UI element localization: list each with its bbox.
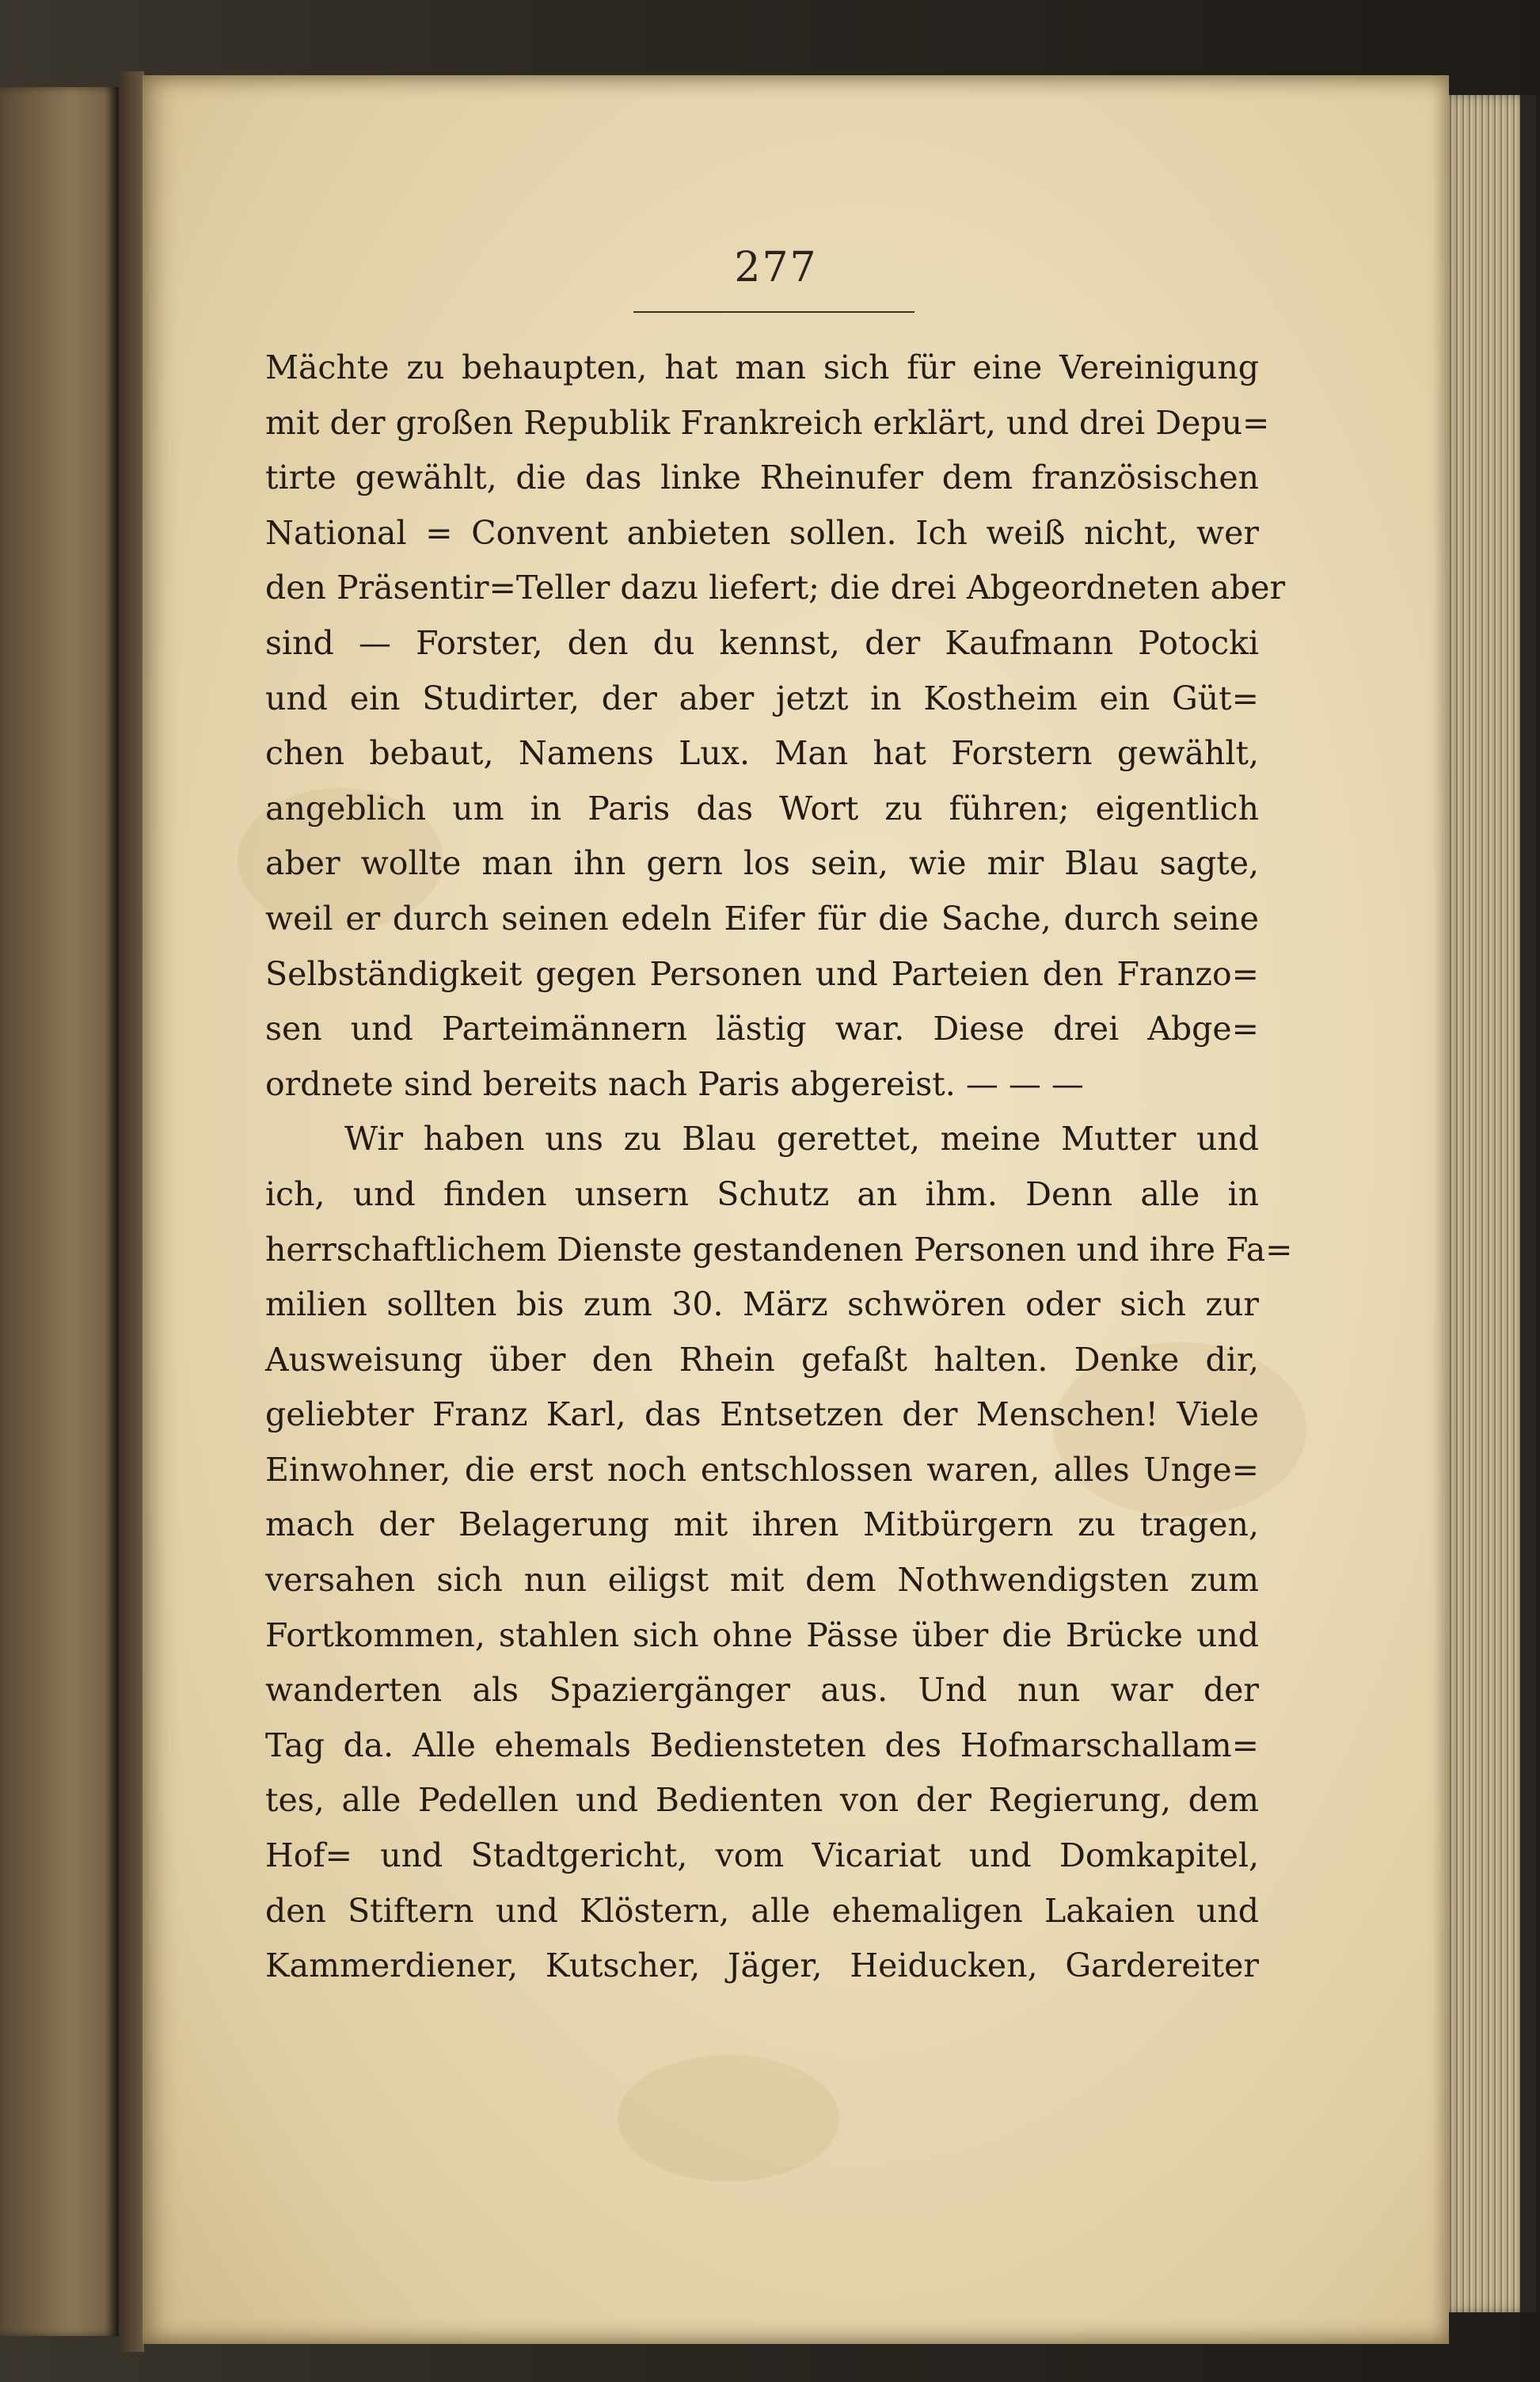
text-line: Fortkommen, stahlen sich ohne Pässe über die Brücke und [265,1615,1259,1654]
text-line: aber wollte man ihn gern los sein, wie mir Blau sagte, [265,844,1259,883]
body-text [265,341,1293,1994]
page-number: 277 [734,244,818,291]
text-line: den Präsentir=Teller dazu liefert; die drei Abgeordneten aber [265,569,1286,607]
text-line: den Stiftern und Klöstern, alle ehemaligen Lakaien und [265,1891,1259,1930]
text-line: geliebter Franz Karl, das Entsetzen der Menschen! Viele [265,1395,1259,1434]
text-line: sen und Parteimännern lästig war. Diese drei Abge= [265,1010,1259,1048]
text-line: und ein Studirter, der aber jetzt in Kostheim ein Güt= [265,679,1259,717]
text-line: ich, und finden unsern Schutz an ihm. Denn alle in [265,1174,1259,1213]
text-line: versahen sich nun eiligst mit dem Nothwendigsten zum [265,1561,1259,1600]
paragraph-end-line: ordnete sind bereits nach Paris abgereist. — — — [265,1064,1084,1103]
facing-page-edge [0,87,119,2336]
paragraph-start-line: Wir haben uns zu Blau gerettet, meine Mutter und [344,1120,1259,1159]
text-line: Selbständigkeit gegen Personen und Parteien den Franzo= [265,954,1259,993]
text-line: chen bebaut, Namens Lux. Man hat Forstern gewählt, [265,734,1259,773]
text-line: Mächte zu behaupten, hat man sich für eine Vereinigung [265,348,1259,386]
header-rule [633,311,914,313]
text-line: Kammerdiener, Kutscher, Jäger, Heiducken, Gardereiter [265,1946,1259,1985]
text-line: milien sollten bis zum 30. März schwören oder sich zur [265,1285,1259,1324]
text-line: weil er durch seinen edeln Eifer für die Sache, durch seine [265,899,1259,938]
text-line: Tag da. Alle ehemals Bediensteten des Hofmarschallam= [265,1726,1259,1764]
text-line: tirte gewählt, die das linke Rheinufer dem französischen [265,459,1259,497]
paper-stain [618,2055,839,2182]
text-line: angeblich um in Paris das Wort zu führen; eigentlich [265,789,1259,828]
book-gutter [119,71,144,2352]
text-line: National = Convent anbieten sollen. Ich weiß nicht, wer [265,513,1259,552]
text-line: Einwohner, die erst noch entschlossen waren, alles Unge= [265,1450,1259,1489]
text-line: sind — Forster, den du kennst, der Kaufmann Potocki [265,623,1259,662]
text-line: wanderten als Spaziergänger aus. Und nun war der [265,1671,1259,1710]
text-line: Hof= und Stadtgericht, vom Vicariat und Domkapitel, [265,1836,1259,1875]
page-stack-edge [1441,95,1520,2312]
text-line: tes, alle Pedellen und Bedienten von der Regierung, dem [265,1781,1259,1820]
text-line: mach der Belagerung mit ihren Mitbürgern zu tragen, [265,1505,1259,1544]
text-line: mit der großen Republik Frankreich erklärt, und drei Depu= [265,403,1270,442]
text-line: Ausweisung über den Rhein gefaßt halten. Denke dir, [265,1340,1259,1379]
text-line: herrschaftlichem Dienste gestandenen Personen und ihre Fa= [265,1230,1293,1269]
